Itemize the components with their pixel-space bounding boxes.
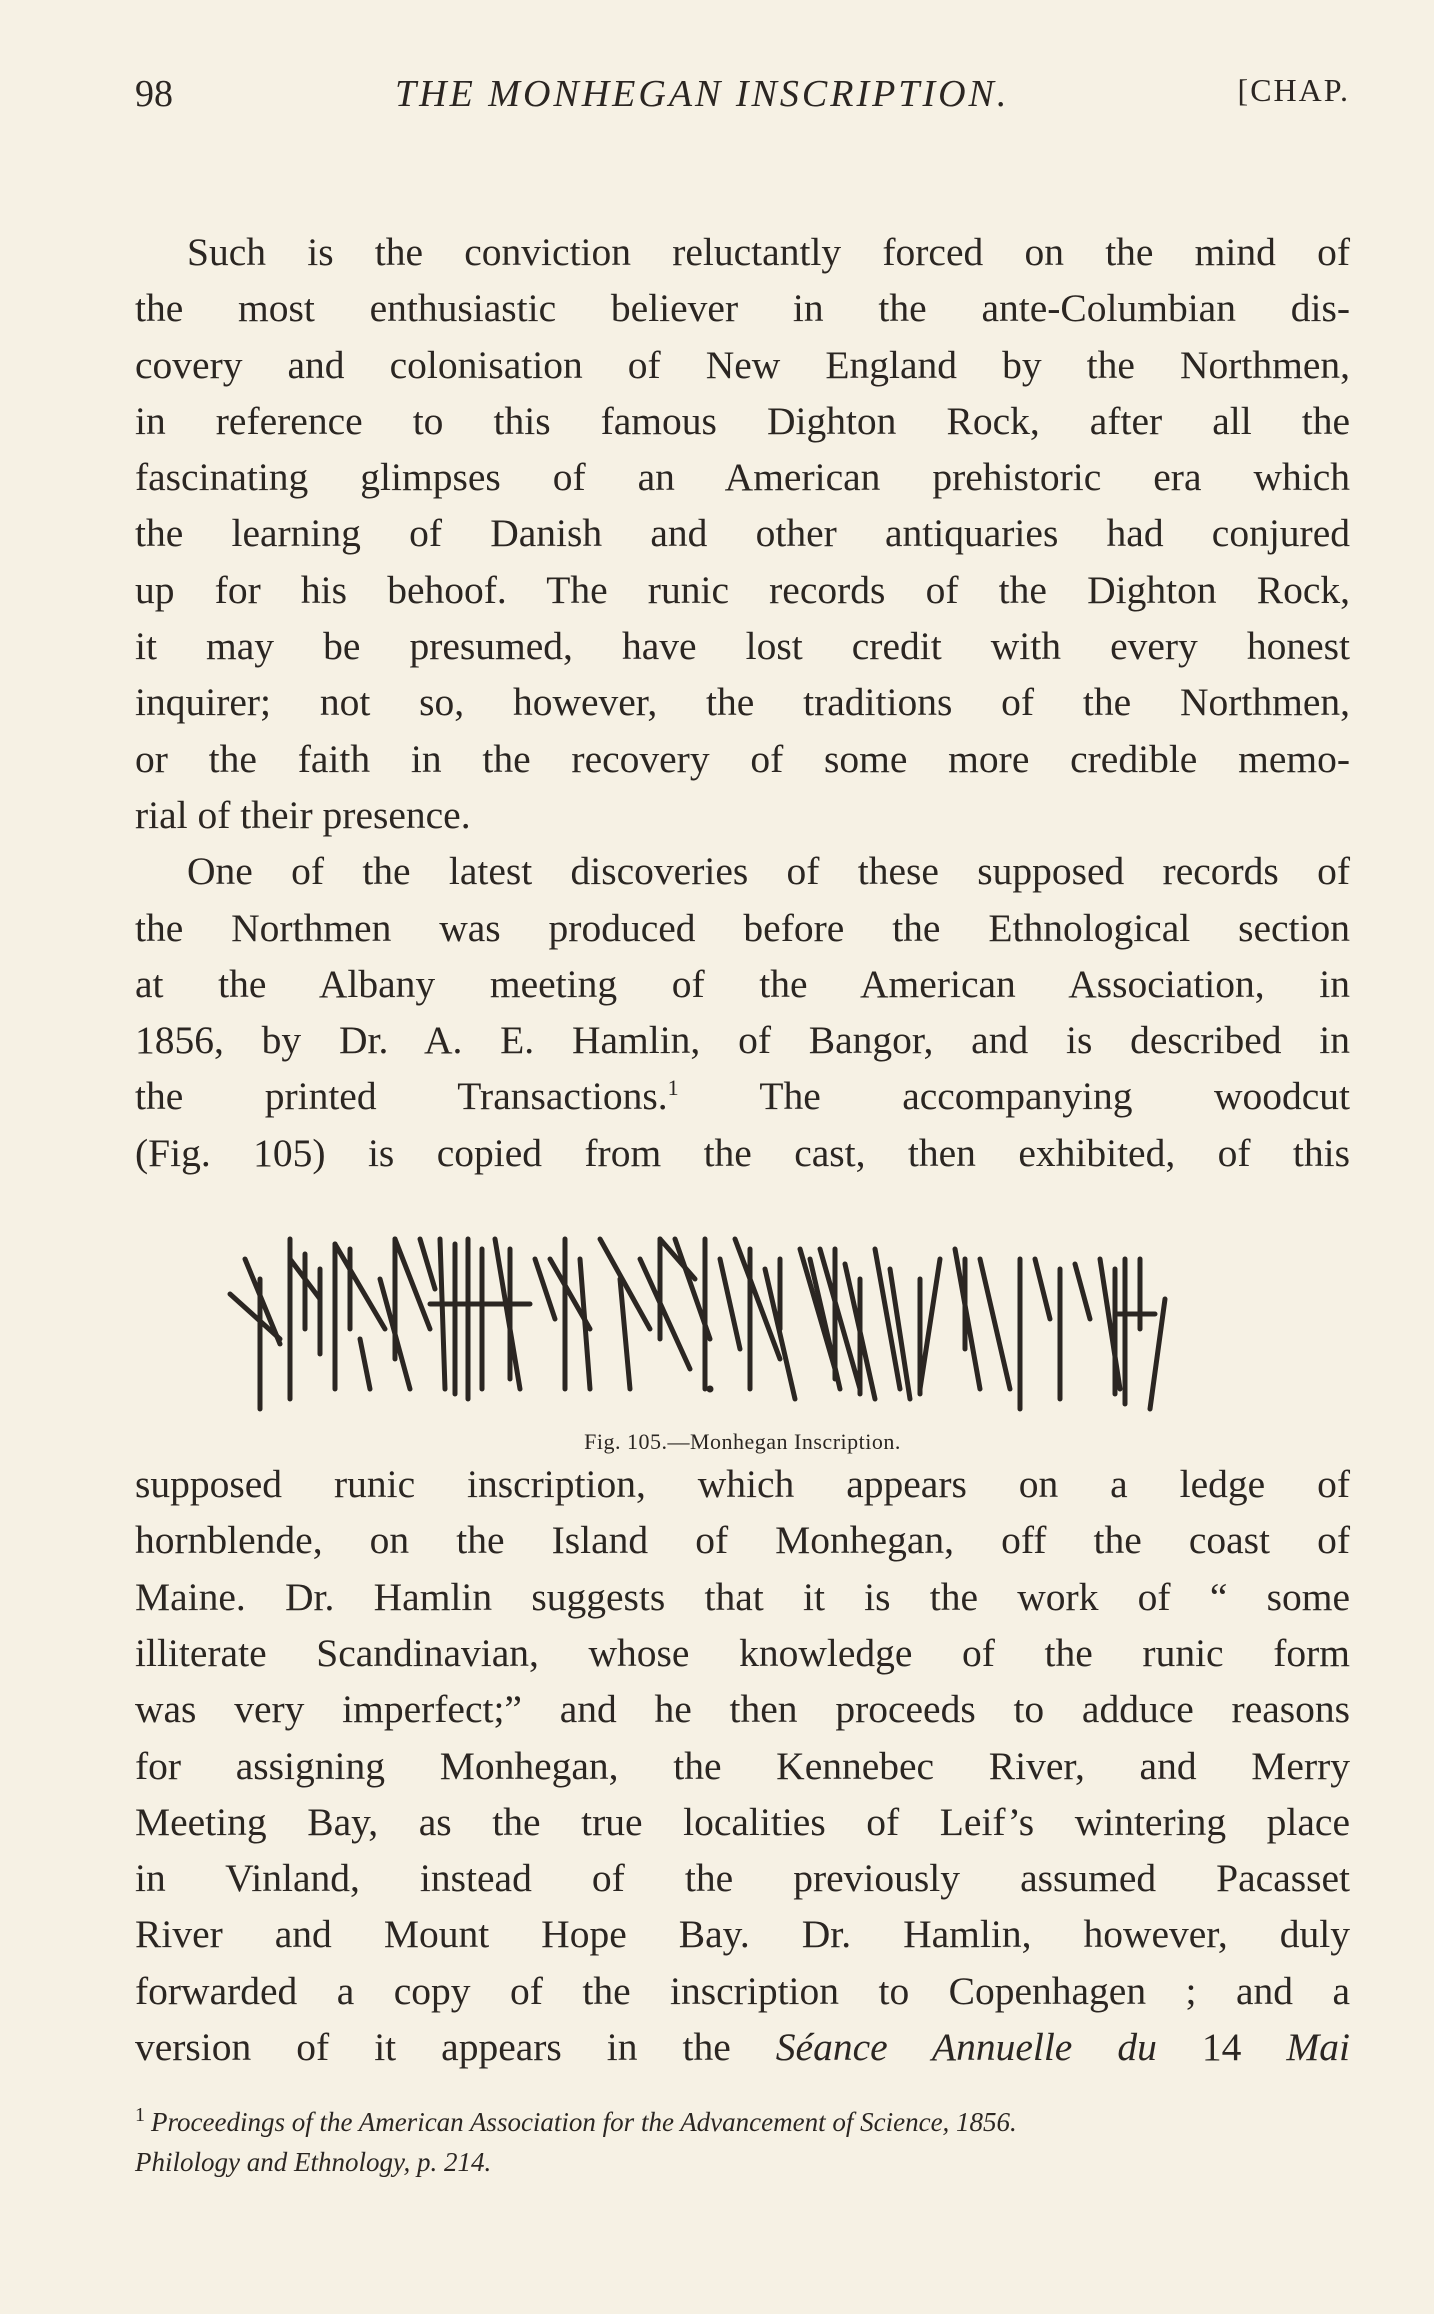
text-line: Maine. Dr. Hamlin suggests that it is the work of “ some [135, 1574, 1350, 1619]
text-line: hornblende, on the Island of Monhegan, off the coast of [135, 1518, 1350, 1563]
text-line: illiterate Scandinavian, whose knowledge of the runic form [135, 1630, 1350, 1675]
running-header [135, 60, 1350, 130]
text-line: River and Mount Hope Bay. Dr. Hamlin, however, duly [135, 1912, 1350, 1957]
chapter-marker: [CHAP. [1237, 72, 1350, 108]
text-line: the learning of Danish and other antiquaries had conjured [135, 511, 1350, 556]
text-line: forwarded a copy of the inscription to Copenhagen ; and a [135, 1968, 1350, 2013]
paragraph-3 [135, 1456, 1350, 2075]
text-line: for assigning Monhegan, the Kennebec River, and Merry [135, 1743, 1350, 1788]
text-span: the printed Transactions. [135, 1074, 668, 1119]
footnote-line: Philology and Ethnology, p. 214. [135, 2147, 492, 2178]
text-line: the Northmen was produced before the Ethnological section [135, 905, 1350, 950]
text-line: up for his behoof. The runic records of the Dighton Rock, [135, 567, 1350, 612]
page-number: 98 [135, 73, 173, 115]
text-line: it may be presumed, have lost credit with every honest [135, 624, 1350, 669]
paragraph-1 [135, 224, 1350, 843]
text-span: 14 [1156, 2025, 1287, 2070]
footnote-line [135, 2095, 1350, 2142]
footnote-reference: 1 [667, 1075, 679, 1101]
italic-title: Séance Annuelle du [775, 2025, 1157, 2070]
figure-caption: Fig. 105.—Monhegan Inscription. [584, 1429, 901, 1455]
text-span: version of it appears in the [135, 2025, 776, 2070]
footnote-text: Proceedings of the American Association for the Advancement of Science, 1856. [151, 2107, 1017, 2138]
running-title: THE MONHEGAN INSCRIPTION. [395, 73, 1010, 115]
footnote [135, 2095, 1350, 2182]
text-line: rial of their presence. [135, 792, 471, 837]
text-line: in reference to this famous Dighton Rock, after all the [135, 398, 1350, 443]
text-line: at the Albany meeting of the American Association, in [135, 961, 1350, 1006]
text-line: supposed runic inscription, which appears on a ledge of [135, 1462, 1350, 1507]
text-line: was very imperfect;” and he then proceeds to adduce reasons [135, 1687, 1350, 1732]
runic-inscription-woodcut [220, 1219, 1270, 1429]
text-line: or the faith in the recovery of some more credible memo- [135, 736, 1350, 781]
italic-title: Mai [1286, 2025, 1350, 2070]
text-line: fascinating glimpses of an American prehistoric era which [135, 455, 1350, 500]
text-line [135, 1068, 1350, 1124]
text-line: covery and colonisation of New England by the Northmen, [135, 342, 1350, 387]
text-line: inquirer; not so, however, the traditions of the Northmen, [135, 680, 1350, 725]
book-page [135, 60, 1350, 2182]
text-span: The accompanying woodcut [678, 1074, 1351, 1119]
figure-105 [135, 1181, 1350, 1456]
footnote-number: 1 [135, 2104, 145, 2127]
text-line: 1856, by Dr. A. E. Hamlin, of Bangor, and is described in [135, 1018, 1350, 1063]
text-line: in Vinland, instead of the previously assumed Pacasset [135, 1856, 1350, 1901]
paragraph-2 [135, 843, 1350, 1181]
text-line: (Fig. 105) is copied from the cast, then exhibited, of this [135, 1130, 1350, 1175]
text-line: Such is the conviction reluctantly forced on the mind of [187, 230, 1350, 274]
text-line: the most enthusiastic believer in the ante-Columbian dis- [135, 286, 1350, 331]
text-line: One of the latest discoveries of these supposed records of [187, 849, 1350, 894]
text-line [135, 2019, 1350, 2075]
text-line: Meeting Bay, as the true localities of Leif’s wintering place [135, 1799, 1350, 1844]
